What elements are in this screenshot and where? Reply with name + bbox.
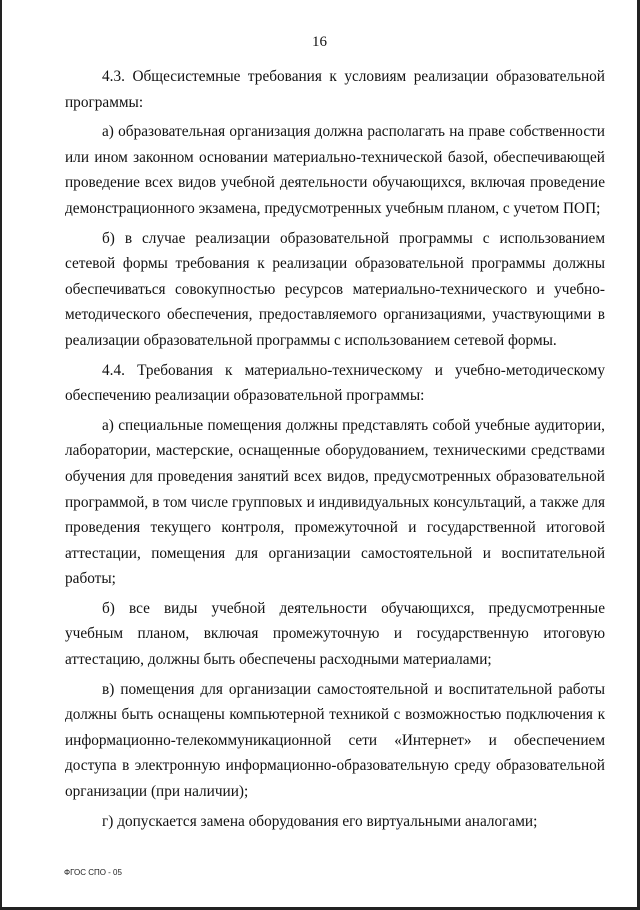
- paragraph-4-4-a: а) специальные помещения должны представлять собой учебные аудитории, лаборатории, мастерские, оснащенные оборудованием, техническими средствами обучения для проведения занятий всех видов, предусмотренных образовательной программой, в том числе групповых и индивидуальных консультаций, а также для проведения текущего контроля, промежуточной и государственной итоговой аттестации, помещения для организации самостоятельной и воспитательной работы;: [65, 416, 605, 588]
- page-number: 16: [312, 34, 327, 50]
- paragraph-4-3-b: б) в случае реализации образовательной программы с использованием сетевой формы требования к реализации образовательной программы должны обеспечиваться совокупностью ресурсов материально-технического и учебно-методического обеспечения, предоставляемого организациями, участвующими в реализации образовательной программы с использованием сетевой формы.: [65, 229, 605, 349]
- paragraph-4-4-v: в) помещения для организации самостоятельной и воспитательной работы должны быть оснащены компьютерной техникой с возможностью подключения к информационно-телекоммуникационной сети «Интернет» и обеспечением доступа в электронную информационно-образовательную среду образовательной организации (при наличии);: [65, 680, 605, 801]
- paragraph-4-4-heading: 4.4. Требования к материально-техническому и учебно-методическому обеспечению реализации образовательной программы:: [65, 361, 605, 405]
- paragraph-4-4-g: г) допускается замена оборудования его виртуальными аналогами;: [102, 812, 538, 830]
- page-footer: ФГОС СПО - 05: [64, 868, 122, 877]
- paragraph-4-4-b: б) все виды учебной деятельности обучающихся, предусмотренные учебным планом, включая промежуточную и государственную итоговую аттестацию, должны быть обеспечены расходными материалами;: [65, 599, 605, 669]
- paragraph-4-3-heading: 4.3. Общесистемные требования к условиям реализации образовательной программы:: [65, 68, 605, 111]
- document-body: [65, 64, 605, 834]
- paragraph-4-3-a: а) образовательная организация должна располагать на праве собственности или ином законном основании материально-технической базой, обеспечивающей проведение всех видов учебной деятельности обучающихся, включая проведение демонстрационного экзамена, предусмотренных учебным планом, с учетом ПОП;: [65, 123, 605, 217]
